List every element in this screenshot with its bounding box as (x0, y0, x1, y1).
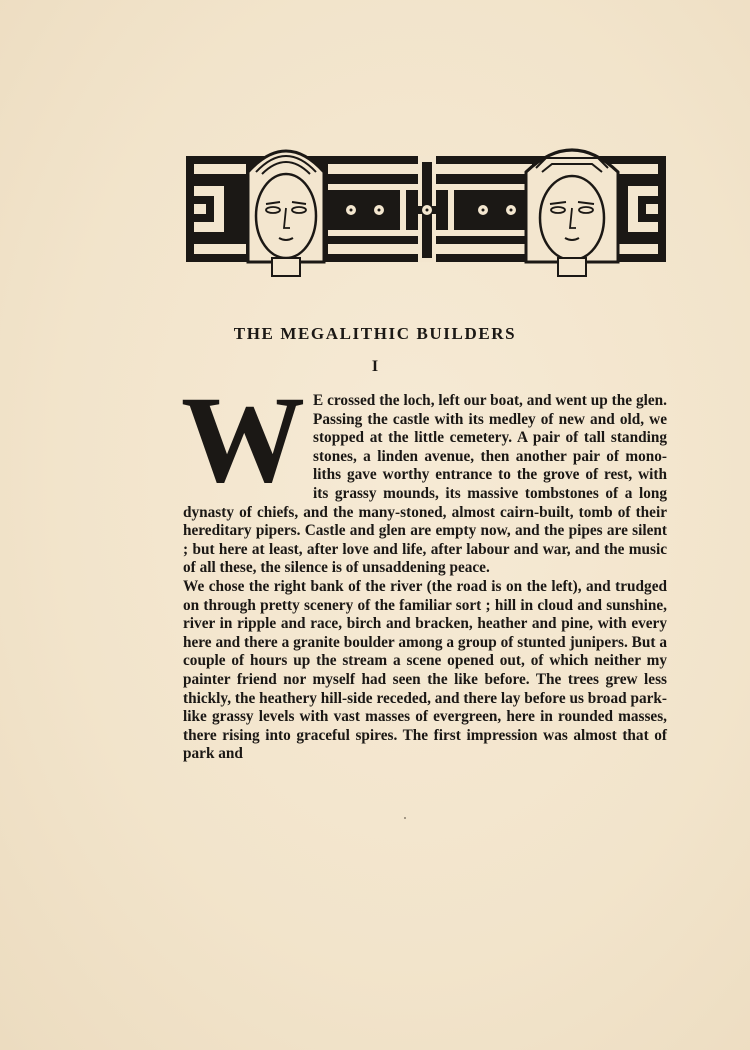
body-text (181, 371, 667, 764)
drop-cap: W (181, 371, 303, 508)
drop-cap-continuation: E (313, 392, 324, 409)
ornamental-headpiece (186, 132, 666, 278)
paper-speck (404, 817, 406, 819)
paragraph-2: We chose the right bank of the river (the road is on the left), and trudged on through pretty scenery of the familiar sort ; hill in cloud and sunshine, river in ripple and race, birch and bracken, heather and pine, with every here and there a granite boulder among a group of stunted junipers. But a couple of hours up the stream a scene opened out, of which neither my painter friend nor myself had seen the like before. The trees grew less thickly, the heathery hill-side receded, and there lay before us broad park-like grassy levels with vast masses of evergreen, here in rounded masses, there rising into graceful spires. The first impression was almost that of park and (183, 577, 667, 763)
paragraph-1 (181, 371, 667, 578)
section-number: I (371, 358, 379, 375)
paragraph-1-text: crossed the loch, left our boat, and went up the glen. Passing the castle with its medley of new and old, we stopped at the little cemetery. A pair of tall standing stones, a linden avenue, then another pair of mono-liths gave worthy entrance to the grove of rest, with its grassy mounds, its massive tombstones of a long dynasty of chiefs, and the many-stoned, almost cairn-built, tomb of their hereditary pipers. Castle and glen are empty now, and the pipes are silent ; but here at least, after love and life, after labour and war, and the music of all these, the silence is of unsaddening peace. (183, 392, 667, 577)
chapter-title: THE MEGALITHIC BUILDERS (233, 324, 517, 343)
